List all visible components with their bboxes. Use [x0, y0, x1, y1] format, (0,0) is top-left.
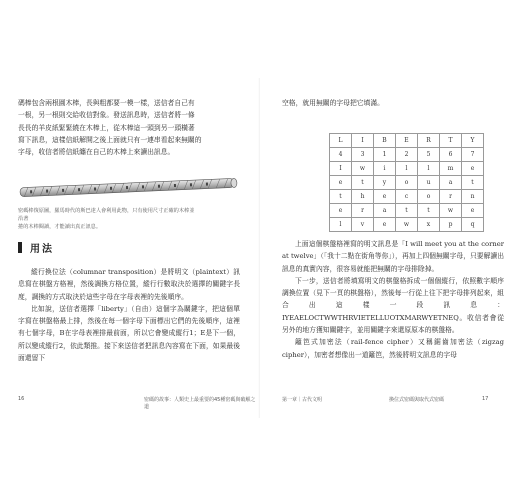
left-page-top-text — [18, 97, 240, 158]
grid-cell: E — [396, 134, 418, 148]
text-line: 字母，收信者將信紙纏在自己的木棒上來讀出訊息。 — [18, 148, 175, 157]
grid-cell: h — [352, 190, 374, 204]
grid-cell: o — [418, 190, 440, 204]
grid-cell: a — [374, 204, 396, 218]
grid-row — [330, 176, 484, 190]
cipher-grid — [329, 133, 484, 232]
grid-cell: e — [374, 218, 396, 232]
grid-cell: y — [374, 176, 396, 190]
running-title: 密碼的故事：人類史上最重要的45種密碼與破解之道 — [144, 397, 256, 410]
section-title: 用法 — [30, 243, 54, 255]
grid-cell: r — [352, 204, 374, 218]
grid-cell: B — [374, 134, 396, 148]
grid-cell: T — [440, 134, 462, 148]
page-number: 17 — [482, 396, 489, 402]
grid-cell: t — [418, 204, 440, 218]
grid-cell: e — [330, 176, 352, 190]
grid-cell: I — [330, 162, 352, 176]
grid-cell: e — [330, 204, 352, 218]
text-line: 一根，另一根則交給收信對象。發送訊息時，送信者將一條 — [18, 111, 195, 120]
right-page-body — [282, 238, 504, 361]
grid-row — [330, 218, 484, 232]
text-line: 空格，就用無關的字母把它填滿。 — [282, 99, 384, 107]
figure-caption — [18, 207, 198, 232]
grid-cell: 3 — [352, 148, 374, 162]
page-number: 16 — [18, 396, 25, 402]
grid-cell: l — [330, 218, 352, 232]
caption-line: 捲的木棒閱讀，才能讀出真正訊息。 — [18, 224, 102, 231]
text-line: 碼棒包含兩根圓木棒，長與粗都要一模一樣，送信者自己有 — [18, 99, 195, 107]
grid-cell: I — [352, 134, 374, 148]
grid-cell: 2 — [396, 148, 418, 162]
paragraph: 下一步，送信者將填寫明文的棋盤格拆成一個個縱行，依照數字順序調換位置（見下一頁的棋盤格），然後每一行從上往下把字母排列起來，組合出這樣一段訊息：IYEAELOCTWWTHRVIETELLUOTXMARWYETNEQ。收信者會從另外的地方獲知關鍵字，並用關鍵字來還原原本的棋盤格。 — [282, 276, 504, 335]
grid-cell: o — [396, 176, 418, 190]
grid-cell: r — [440, 190, 462, 204]
scytale-image — [18, 177, 240, 197]
left-page-body — [18, 266, 240, 364]
grid-cell: L — [330, 134, 352, 148]
grid-cell: a — [440, 176, 462, 190]
grid-cell: 6 — [440, 148, 462, 162]
grid-cell: R — [418, 134, 440, 148]
text-line: 長長的羊皮紙緊緊繞在木棒上，從木棒這一頭到另一頭橫著 — [18, 123, 195, 132]
caption-line: 密碼棒復原圖，羅馬時代的斯巴達人會利用此物，只有使用尺寸正確的木棒並沿著 — [18, 208, 195, 223]
scytale-illustration — [18, 177, 240, 197]
grid-cell: 4 — [330, 148, 352, 162]
grid-cell: t — [462, 176, 484, 190]
grid-cell: 7 — [462, 148, 484, 162]
text-line: 寫下訊息，這樣信紙解開之後上面就只有一連串看起來無關的 — [18, 135, 202, 144]
grid-cell: w — [352, 162, 374, 176]
grid-cell: c — [396, 190, 418, 204]
grid-cell: l — [418, 162, 440, 176]
grid-cell: u — [418, 176, 440, 190]
paragraph: 縱行換位法（columnar transposition）是將明文（plaintext）訊息寫在棋盤方格裡，然後調換方格位置，縱行行數取決於選擇的關鍵字長度，調換的方式取決於這些字母在字母表裡的先後順序。 — [18, 268, 240, 301]
grid-cell: i — [374, 162, 396, 176]
grid-row — [330, 162, 484, 176]
grid-cell: Y — [462, 134, 484, 148]
grid-cell: l — [396, 162, 418, 176]
grid-cell: e — [374, 190, 396, 204]
grid-cell: w — [396, 218, 418, 232]
paragraph: 上面這個棋盤格裡寫的明文訊息是「I will meet you at the corner at twelve」（「我十二點在街角等你」），再加上四個無關字母，只要解讀出訊息的真實內容，很容易就能把無關的字母排除掉。 — [282, 240, 504, 273]
grid-cell: e — [462, 204, 484, 218]
grid-cell: t — [396, 204, 418, 218]
grid-cell: v — [352, 218, 374, 232]
grid-cell: p — [440, 218, 462, 232]
paragraph: 籬笆式加密法（rail-fence cipher）又稱鋸齒加密法（zigzag cipher），加密者想像出一道籬笆，然後將明文訊息的字母 — [282, 338, 504, 359]
grid-cell: 1 — [374, 148, 396, 162]
section-heading — [18, 240, 54, 254]
grid-row — [330, 148, 484, 162]
chapter-label: 第一章｜古代文明 — [282, 397, 323, 403]
paragraph: 比如說，送信者選擇「liberty」（自由）這個字為關鍵字，把這個單字寫在棋盤格最上排，然後在每一個字母下面標出它們的先後順序，這裡有七個字母，B在字母表裡排最前面，所以它會變成縱行1；E是下一個，所以變成縱行2，依此類推。接下來送信者把訊息內容寫在下面，如果最後面還留下 — [18, 304, 240, 363]
grid-cell: n — [462, 190, 484, 204]
grid-row — [330, 190, 484, 204]
right-page-top-text — [282, 97, 504, 109]
grid-cell: t — [352, 176, 374, 190]
grid-row — [330, 134, 484, 148]
section-marker — [18, 242, 22, 253]
grid-cell: w — [440, 204, 462, 218]
grid-cell: e — [462, 162, 484, 176]
grid-row — [330, 204, 484, 218]
grid-cell: m — [440, 162, 462, 176]
grid-cell: x — [418, 218, 440, 232]
running-section: 換位式密碼與取代式密碼 — [389, 397, 445, 403]
grid-cell: 5 — [418, 148, 440, 162]
grid-cell: q — [462, 218, 484, 232]
grid-cell: t — [330, 190, 352, 204]
